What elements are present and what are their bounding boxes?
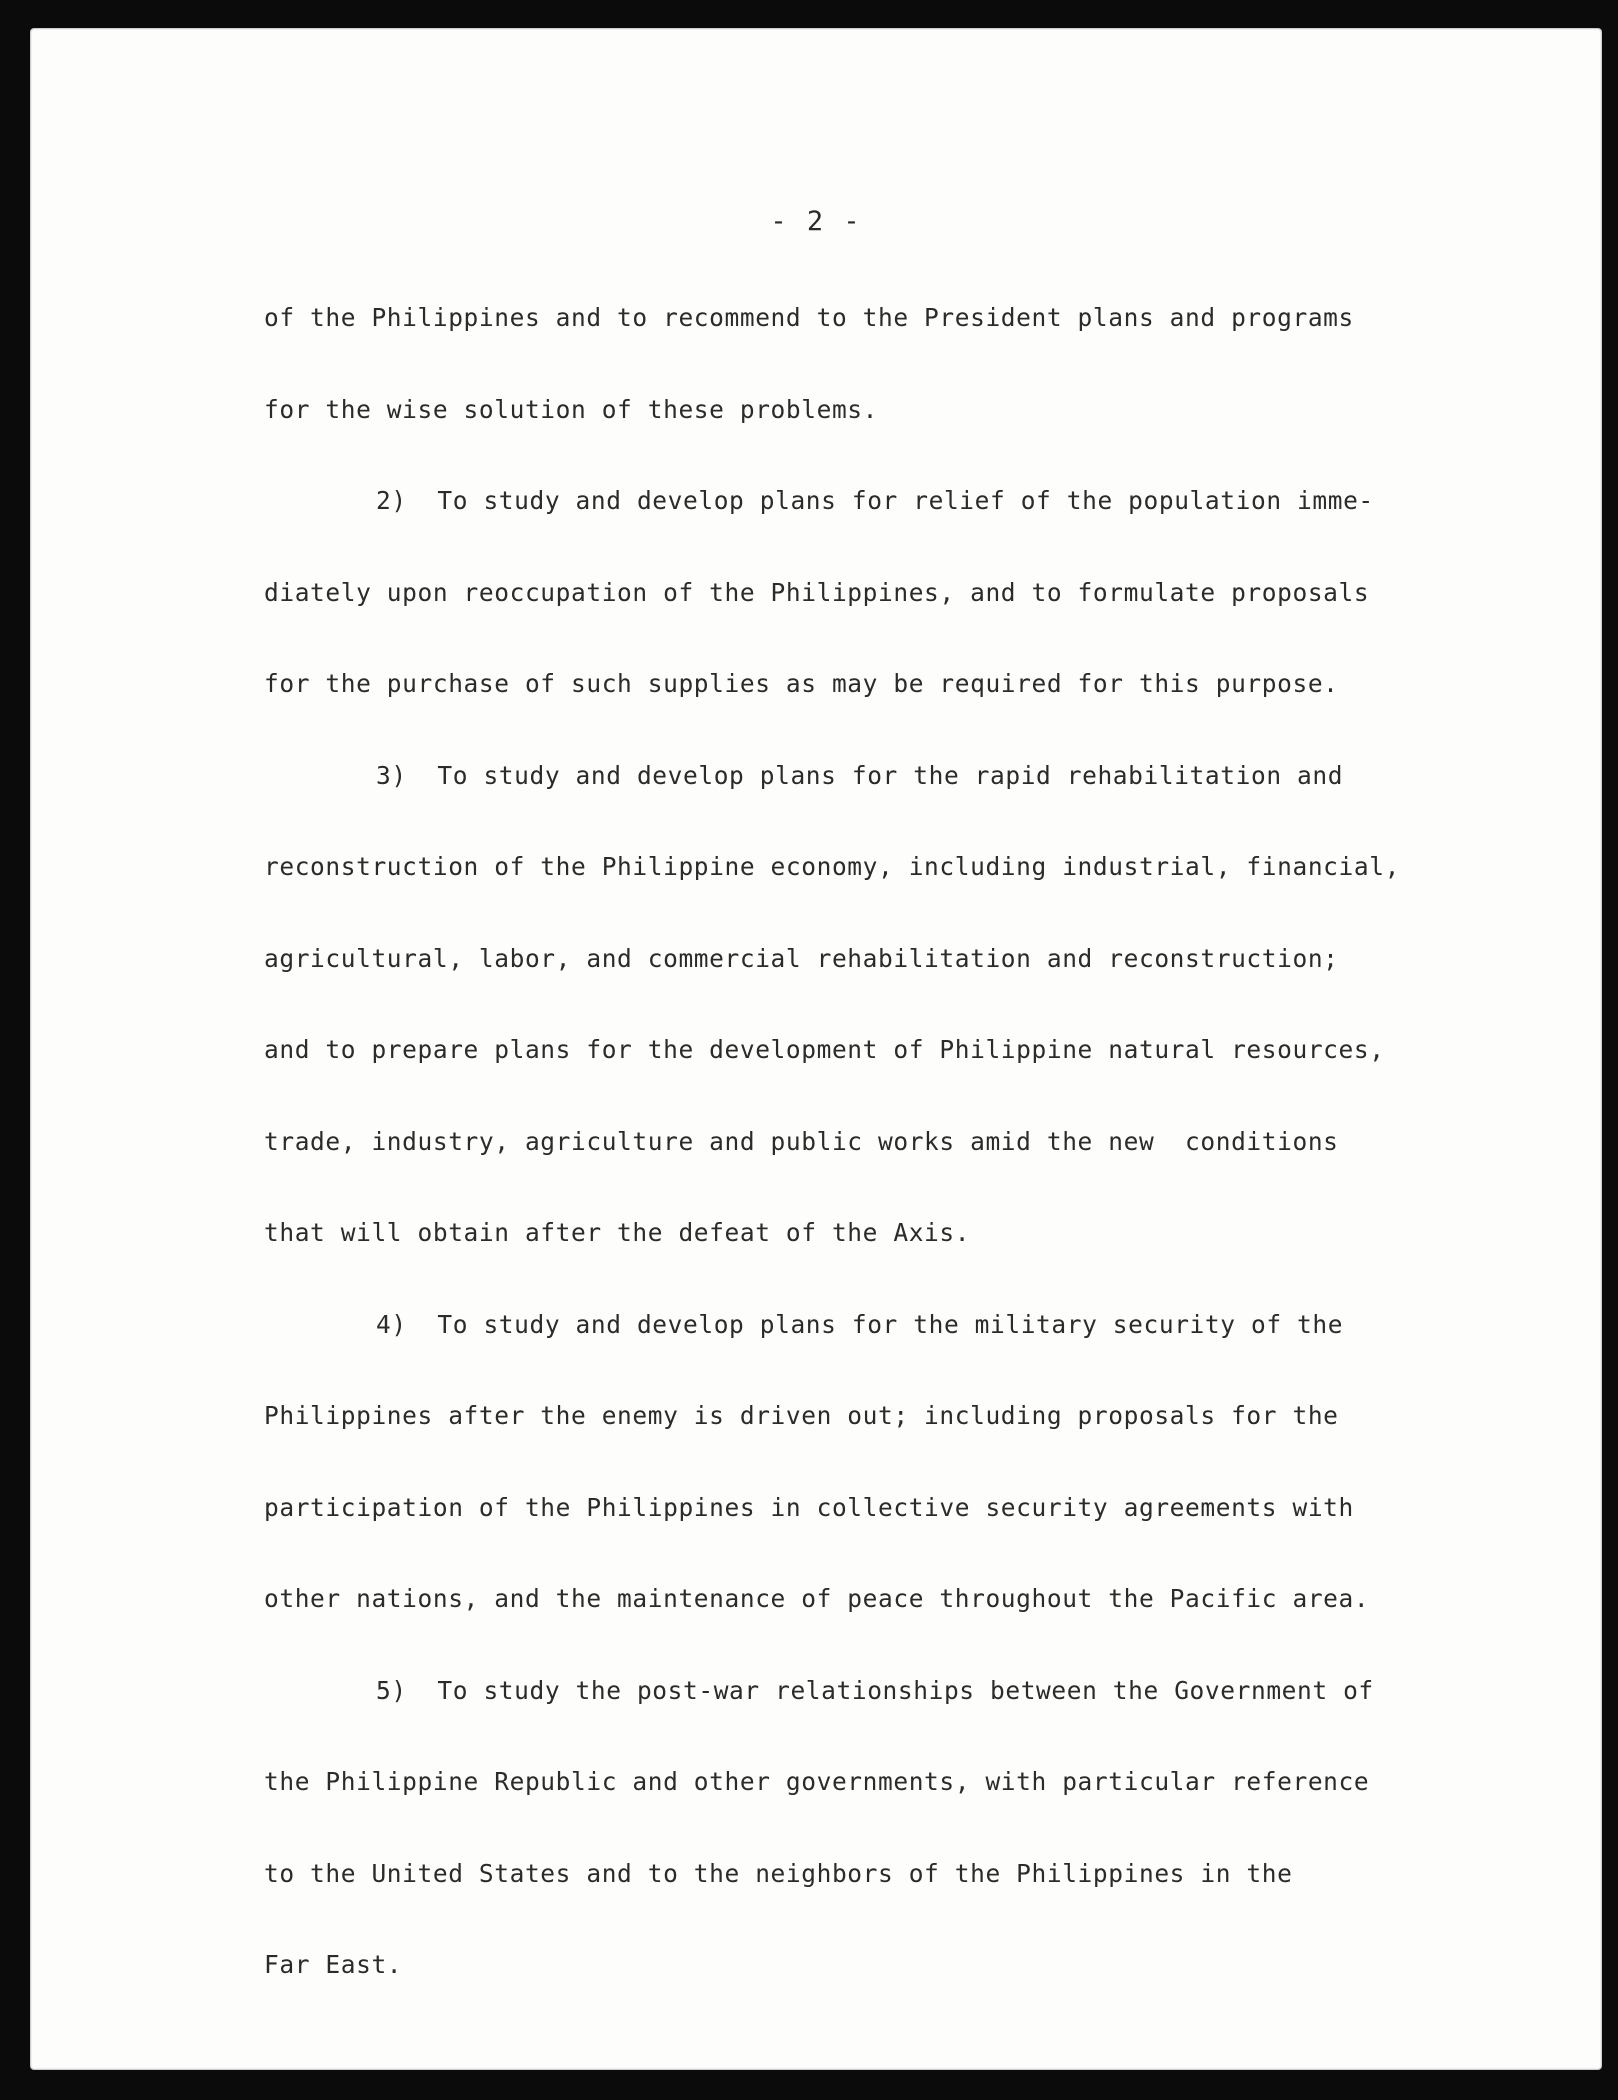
text-line: trade, industry, agriculture and public works amid the new conditions [264,1126,1339,1156]
text-line: to the United States and to the neighbors of the Philippines in the [264,1858,1293,1888]
text-line: participation of the Philippines in collective security agreements with [264,1492,1354,1522]
text-line-item-4: 4) To study and develop plans for the military security of the [376,1309,1344,1339]
text-line-item-2: 2) To study and develop plans for relief of the population imme- [376,486,1374,515]
text-line: reconstruction of the Philippine economy, including industrial, financial, [264,852,1400,881]
text-line: diately upon reoccupation of the Philippines, and to formulate proposals [264,577,1370,607]
page-number: - 2 - [770,206,862,237]
text-line-item-3: 3) To study and develop plans for the rapid rehabilitation and [376,760,1344,790]
text-line: agricultural, labor, and commercial rehabilitation and reconstruction; [264,943,1339,973]
body-text [264,293,1504,2032]
text-line: of the Philippines and to recommend to the President plans and programs [264,303,1354,332]
text-line: the Philippine Republic and other governments, with particular reference [264,1767,1370,1796]
text-line: for the wise solution of these problems. [264,394,879,424]
text-line: Philippines after the enemy is driven out; including proposals for the [264,1401,1339,1430]
document-page [30,28,1602,2070]
text-line-item-5: 5) To study the post-war relationships between the Government of [376,1675,1374,1705]
text-line: Far East. [264,1950,403,1979]
text-line: other nations, and the maintenance of peace throughout the Pacific area. [264,1584,1370,1613]
text-line: that will obtain after the defeat of the Axis. [264,1218,971,1247]
text-line: and to prepare plans for the development of Philippine natural resources, [264,1035,1385,1064]
text-line: for the purchase of such supplies as may be required for this purpose. [264,669,1339,698]
